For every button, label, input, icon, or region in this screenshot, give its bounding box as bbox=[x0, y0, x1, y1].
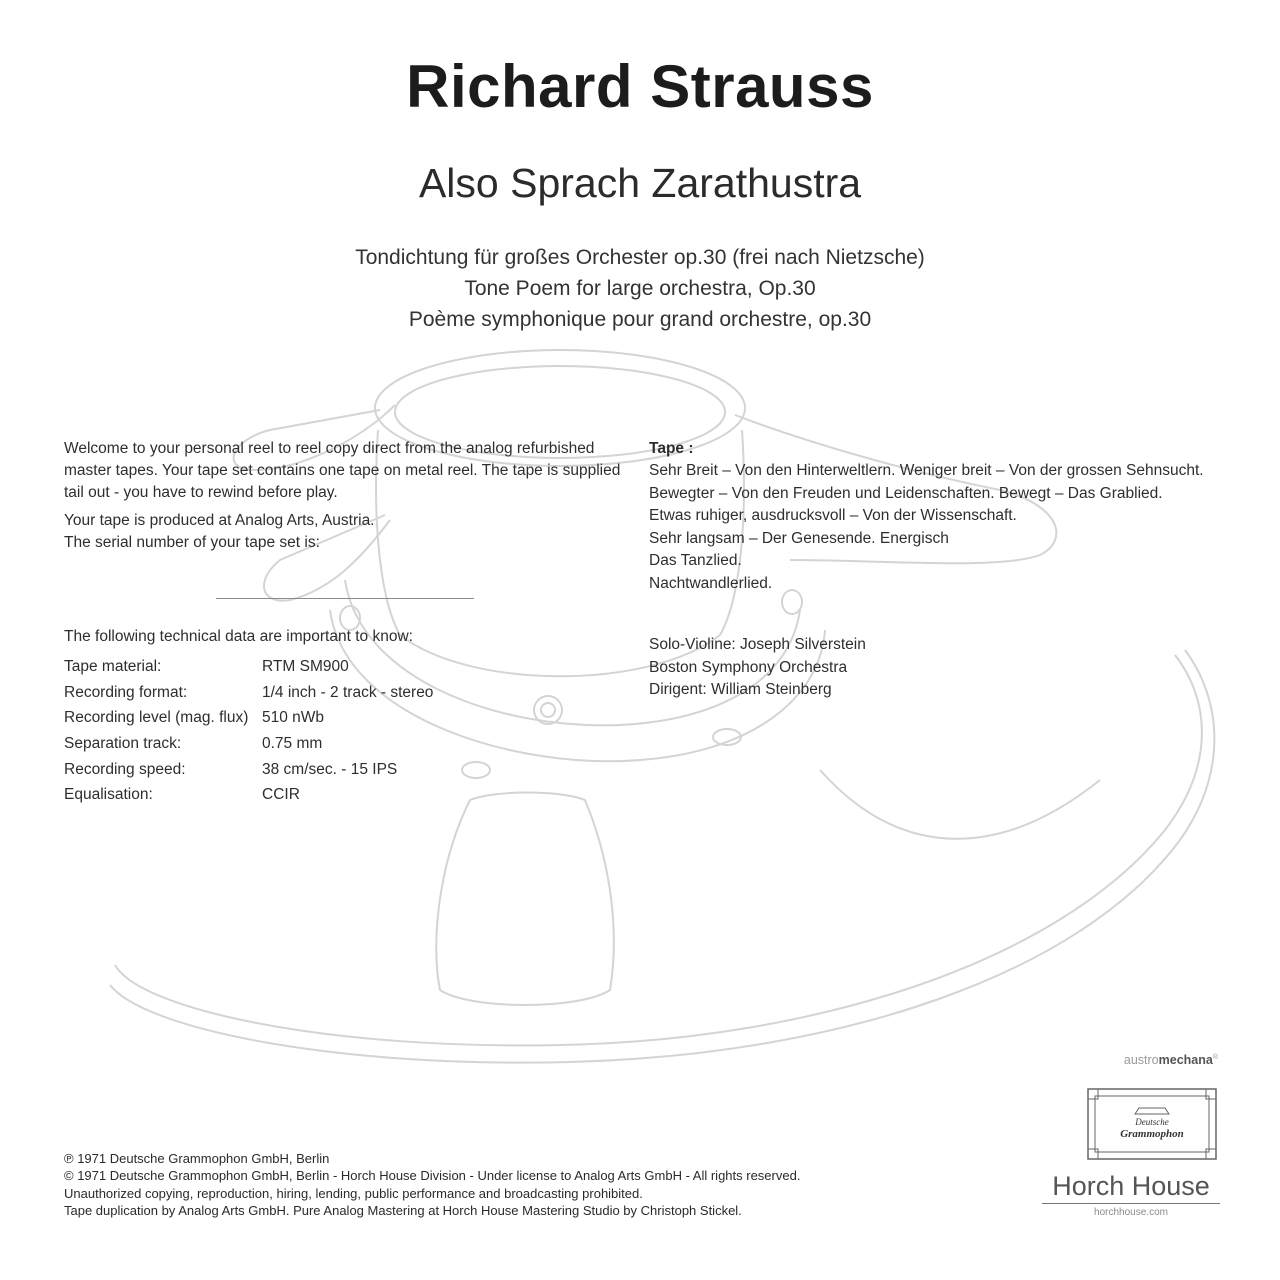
welcome-paragraph: Welcome to your personal reel to reel copy direct from the analog refurbished master tapes. Your tape set contains one tape on metal reel. The tape is supplied tail out - you have to rewind before play. bbox=[64, 440, 621, 501]
list-item: Sehr Breit – Von den Hinterweltlern. Weniger breit – Von der grossen Sehnsucht. bbox=[649, 462, 1204, 479]
tech-value: 1/4 inch - 2 track - stereo bbox=[262, 683, 434, 701]
mechana-text: mechana bbox=[1158, 1053, 1213, 1067]
welcome-text bbox=[64, 438, 634, 554]
horch-house-logo bbox=[1042, 1170, 1220, 1218]
table-row bbox=[64, 757, 433, 783]
technical-data bbox=[64, 626, 624, 808]
dg-line1: Deutsche bbox=[1135, 1117, 1169, 1127]
registered-mark: ® bbox=[1212, 1053, 1218, 1061]
composer-title: Richard Strauss bbox=[406, 53, 874, 120]
table-row bbox=[64, 654, 433, 680]
austromechana-logo bbox=[1068, 1053, 1218, 1067]
work-descriptions bbox=[0, 242, 1280, 335]
dg-logo bbox=[1087, 1088, 1217, 1160]
table-row bbox=[64, 680, 433, 706]
serial-label: The serial number of your tape set is: bbox=[64, 534, 320, 551]
dg-line2: Grammophon bbox=[1120, 1128, 1184, 1140]
austro-text: austro bbox=[1123, 1053, 1159, 1067]
list-item: Etwas ruhiger, ausdrucksvoll – Von der Wissenschaft. bbox=[649, 507, 1017, 525]
copyright-line: ℗ 1971 Deutsche Grammophon GmbH, Berlin bbox=[64, 1151, 330, 1166]
production-line: Your tape is produced at Analog Arts, Austria. bbox=[64, 512, 375, 529]
horch-house-url: horchhouse.com bbox=[1094, 1207, 1168, 1218]
orchestra-credit: Boston Symphony Orchestra bbox=[649, 658, 848, 676]
table-row bbox=[64, 731, 433, 757]
horch-house-name: Horch House bbox=[1042, 1170, 1220, 1204]
table-row bbox=[64, 705, 433, 731]
technical-intro: The following technical data are important to know: bbox=[64, 628, 413, 645]
list-item: Sehr langsam – Der Genesende. Energisch bbox=[649, 529, 949, 547]
technical-table bbox=[64, 654, 433, 808]
copyright-line: © 1971 Deutsche Grammophon GmbH, Berlin - Horch House Division - Under license to Analog Arts GmbH - All rights reserved. bbox=[64, 1168, 801, 1184]
tech-label: Recording format: bbox=[64, 683, 188, 701]
tech-value: CCIR bbox=[262, 786, 300, 804]
tech-value: 38 cm/sec. - 15 IPS bbox=[262, 760, 398, 778]
performer-credits bbox=[649, 634, 1249, 702]
description-english: Tone Poem for large orchestra, Op.30 bbox=[464, 277, 816, 300]
copyright-line: Unauthorized copying, reproduction, hiring, lending, public performance and broadcasting prohibited. bbox=[64, 1185, 643, 1201]
work-title: Also Sprach Zarathustra bbox=[418, 160, 862, 206]
copyright-line: Tape duplication by Analog Arts GmbH. Pure Analog Mastering at Horch House Mastering Studio by Christoph Stickel. bbox=[64, 1202, 742, 1218]
tech-label: Tape material: bbox=[64, 657, 162, 675]
list-item: Bewegter – Von den Freuden und Leidenschaften. Bewegt – Das Grablied. bbox=[649, 484, 1163, 502]
tape-track-list bbox=[649, 438, 1249, 596]
list-item: Das Tanzlied. bbox=[649, 552, 742, 570]
tech-label: Separation track: bbox=[64, 734, 182, 752]
conductor-credit: Dirigent: William Steinberg bbox=[649, 681, 832, 699]
description-german: Tondichtung für großes Orchester op.30 (frei nach Nietzsche) bbox=[355, 246, 925, 269]
soloist-credit: Solo-Violine: Joseph Silverstein bbox=[649, 636, 866, 653]
tech-value: 510 nWb bbox=[262, 709, 325, 727]
tech-label: Recording level (mag. flux) bbox=[64, 709, 249, 727]
tech-label: Recording speed: bbox=[64, 760, 186, 778]
tech-value: RTM SM900 bbox=[262, 657, 349, 675]
description-french: Poème symphonique pour grand orchestre, op.30 bbox=[408, 308, 872, 331]
table-row bbox=[64, 782, 433, 808]
list-item: Nachtwandlerlied. bbox=[649, 574, 773, 592]
tape-heading: Tape : bbox=[649, 440, 694, 457]
copyright-notice bbox=[64, 1150, 964, 1219]
tech-label: Equalisation: bbox=[64, 786, 153, 804]
serial-number-line bbox=[216, 598, 474, 599]
tech-value: 0.75 mm bbox=[262, 734, 323, 752]
